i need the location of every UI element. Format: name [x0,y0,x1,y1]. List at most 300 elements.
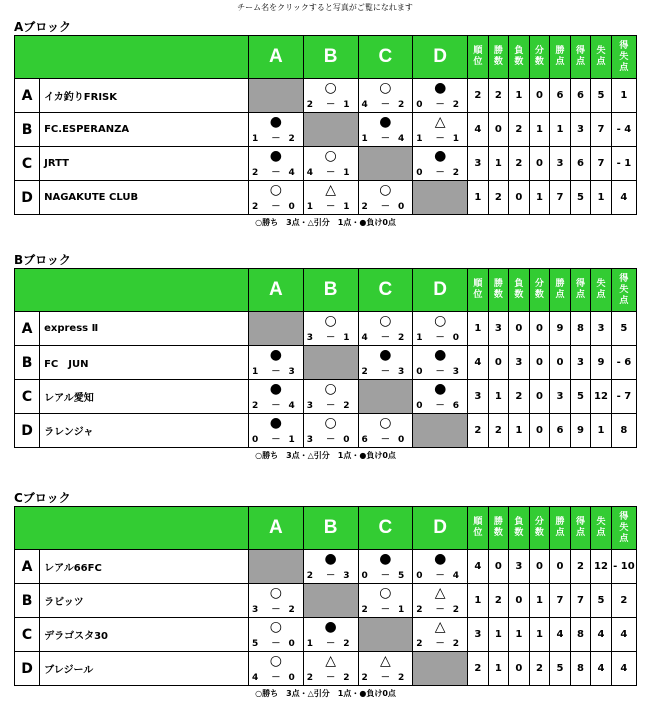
stat-value: 9 [550,312,571,346]
stat-value: 2 [570,550,591,584]
team-letter: C [15,380,40,414]
match-result [358,79,413,113]
score-dash: － [435,333,445,343]
score-against: 1 [452,134,460,144]
match-score [249,367,303,378]
stat-header-char: 数 [493,528,503,538]
stat-value: 4 [468,346,489,380]
score-dash: － [326,571,336,581]
score-against: 0 [343,435,350,445]
stat-value: 7 [570,584,591,618]
match-score [304,673,358,684]
stat-value: 2 [468,652,489,686]
score-for: 3 [306,435,313,445]
score-dash: － [271,605,281,615]
match-result [413,79,468,113]
match-result [303,414,358,448]
score-for: 2 [306,100,313,110]
match-score [359,435,413,446]
score-for: 0 [361,571,368,581]
points-legend: ○勝ち 3点・△引分 1点・●負け0点 [255,689,396,698]
score-for: 0 [416,571,423,581]
team-name-link[interactable]: イカ釣りFRISK [40,79,249,113]
stat-header-char: 負 [514,517,524,527]
match-score [249,134,303,145]
match-result [413,346,468,380]
team-row [15,652,637,686]
win-icon: ○ [269,182,282,198]
win-icon: ○ [324,381,337,397]
score-against: 0 [398,202,405,212]
score-for: 2 [306,673,313,683]
stat-header [570,36,591,79]
match-result [303,312,358,346]
stat-header [468,36,489,79]
score-dash: － [435,605,445,615]
score-against: 2 [343,673,350,683]
stat-header [468,507,489,550]
score-dash: － [380,367,390,377]
match-score [304,571,358,582]
team-name-link[interactable]: ブレジール [40,652,249,686]
stat-value: 3 [488,312,509,346]
col-header-d: D [413,36,468,79]
league-block [14,19,637,228]
draw-icon: △ [434,619,446,635]
score-for: 2 [416,605,423,615]
stat-value: 2 [468,79,489,113]
score-for: 1 [416,333,423,343]
stat-header-char: 負 [514,46,524,56]
match-result [358,312,413,346]
stat-header [529,36,550,79]
stat-header-char: 点 [575,528,585,538]
self-match-cell [303,584,358,618]
stat-value: 0 [529,147,550,181]
stat-value: 3 [591,312,612,346]
stat-value: 1 [529,181,550,215]
score-against: 3 [398,367,405,377]
score-dash: － [380,333,390,343]
score-against: 0 [288,639,295,649]
score-against: 2 [398,673,405,683]
win-icon: ○ [269,585,282,601]
match-score [359,605,413,616]
match-score [413,571,467,582]
match-score [413,333,467,344]
team-name-link[interactable]: FC JUN [40,346,249,380]
stat-header-char: 順 [473,517,483,527]
match-score [359,202,413,213]
stat-value: 12 [591,550,612,584]
stat-header-char: 数 [514,290,524,300]
col-header-a: A [248,507,303,550]
stat-value: 4 [591,618,612,652]
score-against: 2 [398,333,405,343]
score-dash: － [326,333,336,343]
score-for: 1 [251,367,259,377]
stat-value: 0 [529,346,550,380]
stat-header [488,269,509,312]
block-title: Cブロック [14,491,71,505]
loss-icon: ● [434,551,447,567]
team-letter: D [15,181,40,215]
league-table [14,268,637,448]
match-score [359,571,413,582]
stat-header-char: 分 [534,279,544,289]
score-dash: － [435,401,445,411]
stat-value: 7 [591,113,612,147]
stat-header-char: 点 [555,290,565,300]
win-icon: ○ [269,653,282,669]
header-row [15,269,637,312]
stat-header-char: 勝 [555,46,565,56]
team-letter: C [15,147,40,181]
col-header-b: B [303,36,358,79]
draw-icon: △ [380,653,391,669]
score-for: 2 [251,401,259,411]
header-row [15,507,637,550]
match-result [358,414,413,448]
score-dash: － [326,168,336,178]
win-icon: ○ [324,80,337,96]
score-dash: － [326,673,336,683]
stat-header-char: 点 [555,528,565,538]
match-result [248,584,303,618]
stat-header-char: 点 [619,62,629,73]
stat-value: 0 [529,550,550,584]
score-for: 1 [416,134,423,144]
stat-value: 1 [488,147,509,181]
team-row [15,414,637,448]
stat-value: 5 [591,584,612,618]
stat-header-char: 点 [596,290,606,300]
score-for: 5 [251,639,259,649]
match-result [303,618,358,652]
match-score [304,333,358,344]
score-dash: － [380,571,390,581]
stat-value: 1 [468,181,489,215]
score-for: 2 [361,202,368,212]
self-match-cell [413,652,468,686]
score-for: 4 [306,168,313,178]
score-against: 2 [288,605,295,615]
self-match-cell [358,618,413,652]
team-name-link[interactable]: レアル66FC [40,550,249,584]
self-match-cell [248,312,303,346]
loss-icon: ● [324,619,337,635]
self-match-cell [248,550,303,584]
stat-header [509,269,530,312]
stat-value: 1 [488,380,509,414]
match-score [249,202,303,213]
team-name-link[interactable]: express Ⅱ [40,312,249,346]
stat-header [509,36,530,79]
score-dash: － [380,100,390,110]
self-match-cell [358,147,413,181]
league-table [14,35,637,215]
stat-value: 0 [550,346,571,380]
match-result [358,181,413,215]
match-score [249,673,303,684]
match-score [249,639,303,650]
stat-value: 7 [550,181,571,215]
self-match-cell [303,113,358,147]
stat-header-char: 失 [619,522,629,533]
stat-header-char: 得 [575,279,585,289]
score-for: 4 [251,673,259,683]
team-name-link[interactable]: デラゴスタ30 [40,618,249,652]
team-row [15,584,637,618]
team-letter: A [15,550,40,584]
match-result [358,652,413,686]
stat-value: 0 [488,113,509,147]
stat-value: 4 [591,652,612,686]
match-score [359,367,413,378]
stat-header-char: 勝 [555,517,565,527]
score-dash: － [271,367,281,377]
stat-header-char: 得 [575,46,585,56]
stat-value: 0 [488,346,509,380]
stat-value: 2 [529,652,550,686]
stat-value: 6 [570,147,591,181]
match-result [303,181,358,215]
loss-icon: ● [434,148,447,164]
loss-icon: ● [434,347,447,363]
score-against: 1 [343,100,350,110]
stat-header [591,269,612,312]
score-against: 4 [288,168,295,178]
stat-value: 0 [509,312,530,346]
score-dash: － [435,100,445,110]
stat-header-char: 勝 [555,279,565,289]
score-for: 4 [361,100,368,110]
match-result [413,618,468,652]
match-result [413,550,468,584]
score-for: 2 [251,202,259,212]
team-row [15,346,637,380]
stat-value: 2 [509,380,530,414]
score-for: 2 [306,571,313,581]
stat-header-char: 失 [596,279,606,289]
stat-header [591,36,612,79]
stat-value: 6 [550,414,571,448]
win-icon: ○ [379,182,392,198]
score-for: 2 [361,367,368,377]
score-against: 4 [398,134,405,144]
stat-value: 2 [611,584,636,618]
stat-header [550,36,571,79]
loss-icon: ● [324,551,337,567]
stat-value: 2 [488,181,509,215]
score-dash: － [380,202,390,212]
stat-value: 2 [488,584,509,618]
stat-header-char: 得 [619,273,629,284]
team-letter: A [15,312,40,346]
header-row [15,36,637,79]
stat-value: 3 [468,618,489,652]
score-against: 1 [288,435,295,445]
score-dash: － [326,435,336,445]
match-score [304,168,358,179]
score-dash: － [380,605,390,615]
team-name-link[interactable]: ラビッツ [40,584,249,618]
stat-header-char: 失 [596,46,606,56]
stat-value: 0 [550,550,571,584]
col-header-d: D [413,269,468,312]
match-result [248,652,303,686]
match-result [303,652,358,686]
score-dash: － [271,639,281,649]
stat-header-char: 順 [473,279,483,289]
score-for: 2 [361,673,368,683]
win-icon: ○ [379,415,392,431]
stat-value: 4 [611,618,636,652]
score-against: 2 [452,168,460,178]
block-title: Bブロック [14,253,71,267]
match-score [249,435,303,446]
col-header-d: D [413,507,468,550]
stat-value: 1 [509,79,530,113]
draw-icon: △ [434,585,446,601]
match-result [248,147,303,181]
stat-header [509,507,530,550]
team-name-link[interactable]: ラレンジャ [40,414,249,448]
match-result [303,550,358,584]
stat-header-char: 数 [493,290,503,300]
col-header-b: B [303,269,358,312]
col-header-c: C [358,507,413,550]
self-match-cell [413,414,468,448]
stat-value: 1 [611,79,636,113]
match-result [358,113,413,147]
stat-value: 3 [570,113,591,147]
stat-header [611,36,636,79]
stat-value: - 4 [611,113,636,147]
win-icon: ○ [269,619,282,635]
match-result [358,584,413,618]
stat-header-char: 失 [596,517,606,527]
stat-header [591,507,612,550]
stat-header-char: 得 [619,511,629,522]
match-result [413,147,468,181]
loss-icon: ● [269,381,282,397]
team-name-link[interactable]: レアル愛知 [40,380,249,414]
stat-value: 5 [570,181,591,215]
score-dash: － [435,134,445,144]
match-result [413,312,468,346]
score-dash: － [380,673,390,683]
score-against: 2 [343,401,350,411]
match-result [248,113,303,147]
stat-value: 0 [509,584,530,618]
stat-header-char: 分 [534,46,544,56]
league-block [14,252,637,461]
stat-header-char: 点 [596,528,606,538]
team-row [15,79,637,113]
stat-header [570,507,591,550]
team-name-link[interactable]: NAGAKUTE CLUB [40,181,249,215]
score-against: 2 [452,100,460,110]
match-result [358,550,413,584]
stat-value: 9 [591,346,612,380]
team-row [15,312,637,346]
score-against: 2 [452,639,460,649]
score-against: 0 [452,333,460,343]
loss-icon: ● [269,415,282,431]
score-dash: － [271,202,281,212]
team-name-link[interactable]: FC.ESPERANZA [40,113,249,147]
score-for: 2 [251,168,259,178]
stat-header-char: 数 [514,57,524,67]
score-dash: － [271,134,281,144]
match-score [304,401,358,412]
stat-value: 2 [509,113,530,147]
stat-header-char: 勝 [493,279,503,289]
score-against: 1 [343,333,350,343]
loss-icon: ● [379,551,392,567]
team-row [15,181,637,215]
match-score [249,605,303,616]
win-icon: ○ [379,313,392,329]
stat-header-char: 勝 [493,46,503,56]
stat-value: 1 [550,113,571,147]
loss-icon: ● [269,148,282,164]
stat-header-char: 点 [555,57,565,67]
stat-value: 1 [529,113,550,147]
league-block [14,490,637,699]
match-score [413,401,467,412]
stat-header-char: 位 [473,57,483,67]
match-result [248,181,303,215]
stat-header [611,507,636,550]
score-against: 2 [398,100,405,110]
stat-value: 6 [570,79,591,113]
score-for: 0 [416,168,423,178]
stat-value: 7 [550,584,571,618]
score-dash: － [435,367,445,377]
score-for: 2 [416,639,423,649]
score-dash: － [435,168,445,178]
stat-value: 0 [488,550,509,584]
match-score [359,100,413,111]
score-dash: － [271,168,281,178]
team-name-link[interactable]: JRTT [40,147,249,181]
stat-value: 6 [550,79,571,113]
match-result [303,380,358,414]
stat-header [529,269,550,312]
stat-value: 3 [509,346,530,380]
team-letter: D [15,652,40,686]
stat-header [488,507,509,550]
stat-value: 3 [550,147,571,181]
score-for: 0 [251,435,259,445]
win-icon: ○ [434,313,447,329]
stat-header-char: 点 [619,295,629,306]
score-for: 0 [416,367,423,377]
stat-value: - 1 [611,147,636,181]
stat-header-char: 点 [596,57,606,67]
stat-value: 0 [509,652,530,686]
score-against: 5 [398,571,405,581]
stat-value: 5 [570,380,591,414]
win-icon: ○ [324,313,337,329]
col-header-b: B [303,507,358,550]
score-against: 1 [398,605,405,615]
stat-header-char: 数 [534,57,544,67]
score-dash: － [326,401,336,411]
match-score [304,639,358,650]
